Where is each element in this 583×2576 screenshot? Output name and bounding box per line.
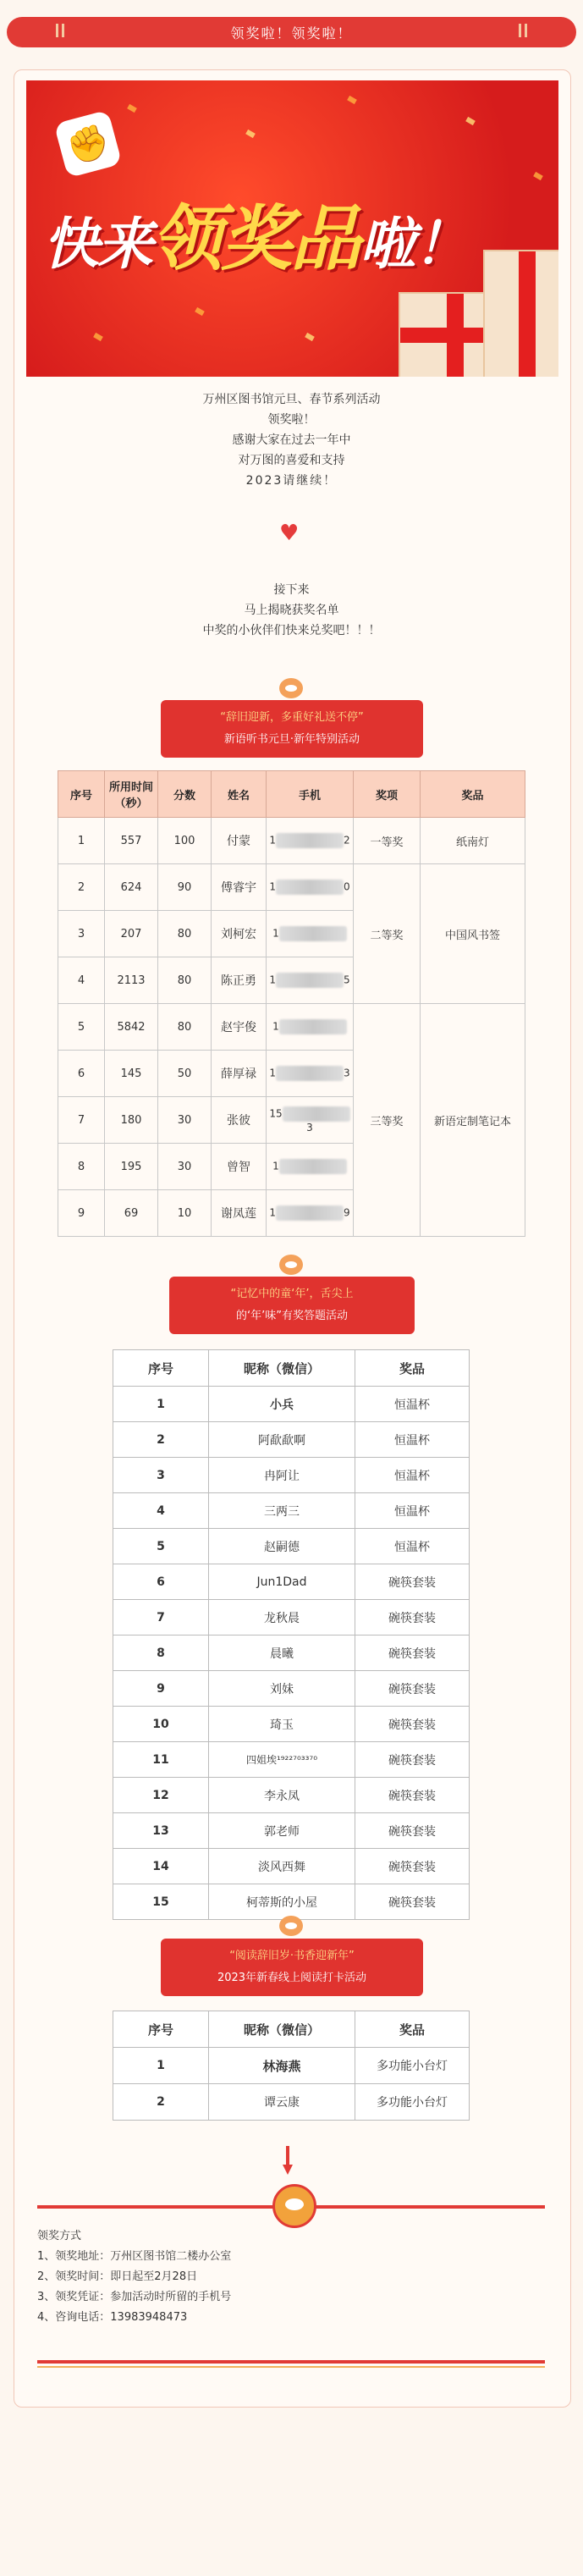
table-row: 14 淡风西舞 碗筷套装 — [113, 1849, 470, 1884]
winners-table-3 — [113, 2011, 470, 2121]
winners-table-1 — [58, 770, 525, 1237]
heart-icon: ♥ — [279, 521, 300, 546]
table-row: 8 晨曦 碗筷套装 — [113, 1636, 470, 1671]
decor-icon — [514, 24, 532, 42]
table-row: 2 624 90 傅睿宇 1 0 二等奖 中国风书签 — [58, 864, 525, 911]
hero-banner — [26, 80, 558, 377]
table-row: 6 Jun1Dad 碗筷套装 — [113, 1564, 470, 1600]
table-header: 序号 所用时间（秒） 分数 姓名 手机 奖项 奖品 — [58, 771, 525, 818]
divider — [37, 2366, 545, 2368]
winners-table-2 — [113, 1349, 470, 1920]
table-row: 12 李永凤 碗筷套装 — [113, 1778, 470, 1813]
table-row: 1 小兵 恒温杯 — [113, 1387, 470, 1422]
table-row: 4 2113 80 陈正勇 1 5 — [58, 957, 525, 1004]
table-row: 2 谭云康 多功能小台灯 — [113, 2084, 470, 2121]
divider — [37, 2360, 545, 2364]
table-row: 3 207 80 刘柯宏 1 — [58, 911, 525, 957]
table-row: 4 三两三 恒温杯 — [113, 1493, 470, 1529]
section1-title: “辞旧迎新，多重好礼送不停” 新语听书元旦·新年特别活动 — [161, 700, 423, 758]
section3-title: “阅读辞旧岁·书香迎新年” 2023年新春线上阅读打卡活动 — [161, 1939, 423, 1996]
gift-box-icon — [483, 250, 558, 377]
decor-icon — [51, 24, 69, 42]
table-row: 6 145 50 薛厚禄 1 3 — [58, 1051, 525, 1097]
fist-icon: ✊ — [54, 110, 123, 179]
table-header: 序号 昵称（微信） 奖品 — [113, 1350, 470, 1387]
table-row: 2 阿歃歃啊 恒温杯 — [113, 1422, 470, 1458]
table-row: 10 琦玉 碗筷套装 — [113, 1707, 470, 1742]
table-row: 13 郭老师 碗筷套装 — [113, 1813, 470, 1849]
intro-text: 万州区图书馆元旦、春节系列活动 领奖啦！ 感谢大家在过去一年中 对万图的喜爱和支持 2023请继续！ — [202, 393, 381, 488]
top-banner — [7, 17, 576, 47]
table-row: 7 180 30 张彼 153 — [58, 1097, 525, 1144]
table-row: 9 刘妹 碗筷套装 — [113, 1671, 470, 1707]
table-row: 8 195 30 曾智 1 — [58, 1144, 525, 1190]
tiger-icon — [271, 1911, 311, 1941]
tiger-icon — [271, 673, 311, 703]
table-row: 7 龙秋晨 碗筷套装 — [113, 1600, 470, 1636]
table-row: 1 557 100 付蒙 1 2 一等奖 纸南灯 — [58, 818, 525, 864]
table-row: 11 四姐埃¹⁹²²⁷⁰³³⁷⁰ 碗筷套装 — [113, 1742, 470, 1778]
hero-title: 快来领奖品啦！ — [43, 197, 469, 280]
table-row: 9 69 10 谢凤莲 1 9 — [58, 1190, 525, 1237]
table-row: 5 5842 80 赵宇俊 1 三等奖 新语定制笔记本 — [58, 1004, 525, 1051]
arrow-down-icon — [283, 2146, 293, 2176]
lion-icon — [272, 2184, 316, 2228]
top-banner-text: 领奖啦！领奖啦！ — [230, 25, 353, 41]
tiger-icon — [271, 1249, 311, 1280]
table-row: 5 赵嗣德 恒温杯 — [113, 1529, 470, 1564]
table-row: 1 林海燕 多功能小台灯 — [113, 2048, 470, 2084]
table-row: 15 柯蒂斯的小屋 碗筷套装 — [113, 1884, 470, 1920]
table-row: 3 冉阿让 恒温杯 — [113, 1458, 470, 1493]
table-header: 序号 昵称（微信） 奖品 — [113, 2011, 470, 2048]
section2-title: “记忆中的童‘年’，舌尖上 的‘年’味”有奖答题活动 — [169, 1277, 415, 1334]
claim-info: 领奖方式 1、领奖地址：万州区图书馆二楼办公室 2、领奖时间：即日起至2月28日 3、领奖凭证：参加活动时所留的手机号 4、咨询电话：13983948473 — [37, 2230, 232, 2324]
announce-text: 接下来 马上揭晓获奖名单 中奖的小伙伴们快来兑奖吧！！！ — [202, 583, 381, 637]
